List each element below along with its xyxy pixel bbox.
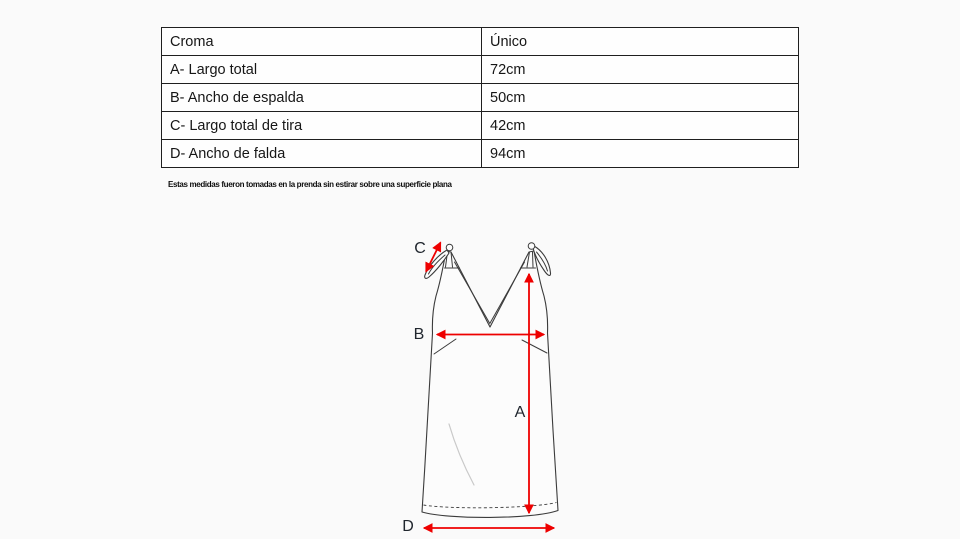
measurement-label-d: D [402, 518, 414, 535]
measurement-label-a: A [514, 404, 526, 421]
dress-outline [422, 251, 558, 517]
measure-value: 94cm [482, 140, 799, 168]
measure-value: 50cm [482, 84, 799, 112]
product-name-header: Croma [162, 28, 482, 56]
measurement-disclaimer: Estas medidas fueron tomadas en la prenda sin estirar sobre una superficie plana [168, 180, 452, 189]
right-tie-knot [528, 243, 535, 250]
measure-label: B- Ancho de espalda [162, 84, 482, 112]
left-tie-knot [446, 244, 453, 251]
measure-label: A- Largo total [162, 56, 482, 84]
measure-label: C- Largo total de tira [162, 112, 482, 140]
measurement-label-b: B [413, 326, 425, 343]
measure-value: 42cm [482, 112, 799, 140]
measure-value: 72cm [482, 56, 799, 84]
measurement-label-c: C [414, 240, 426, 257]
measure-label: D- Ancho de falda [162, 140, 482, 168]
size-column-header: Único [482, 28, 799, 56]
